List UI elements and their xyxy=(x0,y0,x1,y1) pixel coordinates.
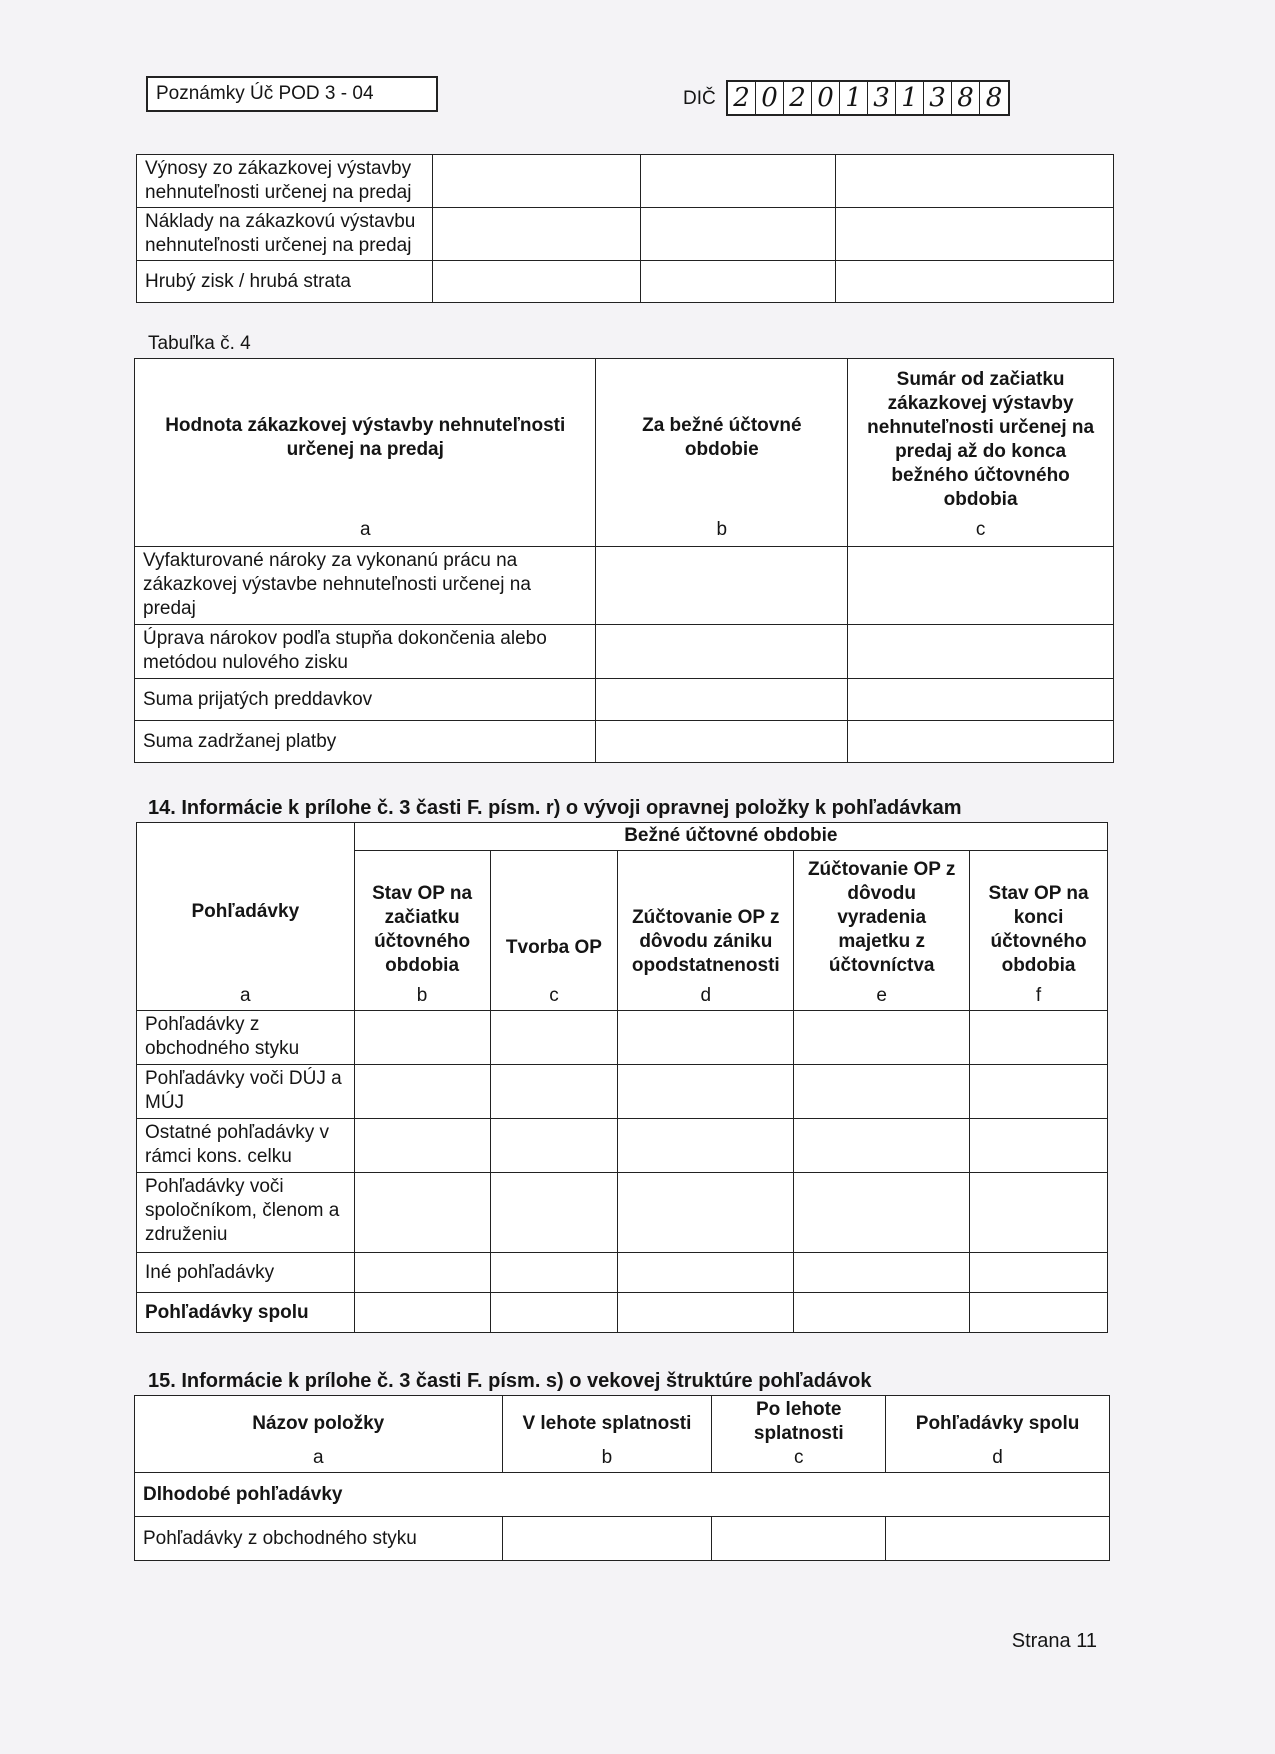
table-row xyxy=(137,1173,1108,1253)
form-label: Poznámky Úč POD 3 - 04 xyxy=(146,76,438,112)
table-header-row xyxy=(137,823,1108,851)
table-row xyxy=(137,208,1114,261)
dic-digit: 1 xyxy=(896,82,924,114)
value-cell[interactable] xyxy=(794,1065,970,1119)
row-label: Hrubý zisk / hrubá strata xyxy=(137,261,433,303)
column-header: Pohľadávky spolu d xyxy=(886,1396,1110,1473)
value-cell[interactable] xyxy=(490,1065,618,1119)
value-cell[interactable] xyxy=(432,208,640,261)
column-header: Stav OP na konci účtovného obdobia f xyxy=(970,851,1108,1011)
value-cell[interactable] xyxy=(354,1253,490,1293)
dic-digit: 1 xyxy=(840,82,868,114)
table-header-row xyxy=(135,1396,1110,1473)
dic-digit: 3 xyxy=(924,82,952,114)
dic-digit: 0 xyxy=(756,82,784,114)
column-header: Stav OP na začiatku účtovného obdobia b xyxy=(354,851,490,1011)
value-cell[interactable] xyxy=(848,679,1114,721)
value-cell[interactable] xyxy=(836,261,1114,303)
value-cell[interactable] xyxy=(354,1293,490,1333)
value-cell[interactable] xyxy=(794,1119,970,1173)
value-cell[interactable] xyxy=(618,1253,794,1293)
row-label: Výnosy zo zákazkovej výstavby nehnuteľnosti určenej na predaj xyxy=(137,155,433,208)
value-cell[interactable] xyxy=(848,625,1114,679)
row-label: Suma zadržanej platby xyxy=(135,721,596,763)
section-14-title: 14. Informácie k prílohe č. 3 časti F. písm. r) o vývoji opravnej položky k pohľadávkam xyxy=(148,797,962,819)
value-cell[interactable] xyxy=(354,1011,490,1065)
value-cell[interactable] xyxy=(618,1011,794,1065)
value-cell[interactable] xyxy=(354,1173,490,1253)
value-cell[interactable] xyxy=(794,1011,970,1065)
table-4 xyxy=(134,358,1114,763)
value-cell[interactable] xyxy=(712,1517,886,1561)
table-total-row xyxy=(137,1293,1108,1333)
dic-digit: 8 xyxy=(952,82,980,114)
column-header: Názov položky a xyxy=(135,1396,503,1473)
value-cell[interactable] xyxy=(490,1173,618,1253)
table-row xyxy=(135,721,1114,763)
value-cell[interactable] xyxy=(490,1011,618,1065)
dic-digit: 2 xyxy=(728,82,756,114)
value-cell[interactable] xyxy=(640,155,836,208)
value-cell[interactable] xyxy=(596,547,848,625)
page-number: Strana 11 xyxy=(1011,1630,1097,1652)
group-row-label: Dlhodobé pohľadávky xyxy=(135,1473,1110,1517)
table-row xyxy=(137,155,1114,208)
table-14 xyxy=(136,822,1108,1333)
value-cell[interactable] xyxy=(836,155,1114,208)
value-cell[interactable] xyxy=(886,1517,1110,1561)
value-cell[interactable] xyxy=(354,1065,490,1119)
value-cell[interactable] xyxy=(848,547,1114,625)
table-row xyxy=(135,625,1114,679)
group-header: Bežné účtovné obdobie xyxy=(354,823,1107,851)
table-row xyxy=(135,547,1114,625)
value-cell[interactable] xyxy=(848,721,1114,763)
value-cell[interactable] xyxy=(618,1119,794,1173)
dic-digit: 2 xyxy=(784,82,812,114)
table-row xyxy=(135,1517,1110,1561)
dic-digit: 8 xyxy=(985,83,1003,113)
value-cell[interactable] xyxy=(490,1293,618,1333)
table-15 xyxy=(134,1395,1110,1561)
value-cell[interactable] xyxy=(596,721,848,763)
dic-field[interactable] xyxy=(726,80,1010,116)
row-label: Pohľadávky z obchodného styku xyxy=(135,1517,503,1561)
table-row xyxy=(137,261,1114,303)
value-cell[interactable] xyxy=(794,1253,970,1293)
value-cell[interactable] xyxy=(432,261,640,303)
value-cell[interactable] xyxy=(618,1065,794,1119)
value-cell[interactable] xyxy=(618,1293,794,1333)
value-cell[interactable] xyxy=(502,1517,712,1561)
row-label: Iné pohľadávky xyxy=(137,1253,355,1293)
value-cell[interactable] xyxy=(596,625,848,679)
row-label: Úprava nárokov podľa stupňa dokončenia alebo metódou nulového zisku xyxy=(135,625,596,679)
column-header: Pohľadávky a xyxy=(137,823,355,1011)
value-cell[interactable] xyxy=(970,1173,1108,1253)
section-15-title: 15. Informácie k prílohe č. 3 časti F. písm. s) o vekovej štruktúre pohľadávok xyxy=(148,1370,872,1392)
value-cell[interactable] xyxy=(618,1173,794,1253)
value-cell[interactable] xyxy=(432,155,640,208)
table-row xyxy=(135,679,1114,721)
column-header: Zúčtovanie OP z dôvodu zániku opodstatnenosti d xyxy=(618,851,794,1011)
table-row xyxy=(137,1065,1108,1119)
row-label: Ostatné pohľadávky v rámci kons. celku xyxy=(137,1119,355,1173)
column-header: Tvorba OP c xyxy=(490,851,618,1011)
column-header: Za bežné účtovné obdobie b xyxy=(596,359,848,547)
row-label: Pohľadávky z obchodného styku xyxy=(137,1011,355,1065)
column-header: Zúčtovanie OP z dôvodu vyradenia majetku z účtovníctva e xyxy=(794,851,970,1011)
row-label: Pohľadávky voči spoločníkom, členom a združeniu xyxy=(137,1173,355,1253)
value-cell[interactable] xyxy=(970,1253,1108,1293)
value-cell[interactable] xyxy=(596,679,848,721)
column-header: V lehote splatnosti b xyxy=(502,1396,712,1473)
table-header-row xyxy=(135,359,1114,547)
value-cell[interactable] xyxy=(836,208,1114,261)
value-cell[interactable] xyxy=(970,1293,1108,1333)
dic-digit: 3 xyxy=(868,82,896,114)
row-label: Suma prijatých preddavkov xyxy=(135,679,596,721)
value-cell[interactable] xyxy=(490,1119,618,1173)
row-label: Pohľadávky voči DÚJ a MÚJ xyxy=(137,1065,355,1119)
column-header: Sumár od začiatku zákazkovej výstavby nehnuteľnosti určenej na predaj až do konca bežného účtovného obdobia c xyxy=(848,359,1114,547)
dic-digit: 0 xyxy=(812,82,840,114)
row-label: Vyfakturované nároky za vykonanú prácu na zákazkovej výstavbe nehnuteľnosti určenej na predaj xyxy=(135,547,596,625)
column-header: Po lehote splatnosti c xyxy=(712,1396,886,1473)
total-row-label: Pohľadávky spolu xyxy=(137,1293,355,1333)
table-row xyxy=(137,1011,1108,1065)
dic-label: DIČ xyxy=(683,88,716,109)
row-label: Náklady na zákazkovú výstavbu nehnuteľnosti určenej na predaj xyxy=(137,208,433,261)
value-cell[interactable] xyxy=(490,1253,618,1293)
value-cell[interactable] xyxy=(794,1173,970,1253)
value-cell[interactable] xyxy=(970,1119,1108,1173)
table-row xyxy=(137,1253,1108,1293)
value-cell[interactable] xyxy=(794,1293,970,1333)
value-cell[interactable] xyxy=(970,1011,1108,1065)
table-3 xyxy=(136,154,1114,303)
value-cell[interactable] xyxy=(640,261,836,303)
value-cell[interactable] xyxy=(354,1119,490,1173)
column-header: Hodnota zákazkovej výstavby nehnuteľnosti určenej na predaj a xyxy=(135,359,596,547)
table-group-row xyxy=(135,1473,1110,1517)
table-4-caption: Tabuľka č. 4 xyxy=(148,333,251,354)
value-cell[interactable] xyxy=(970,1065,1108,1119)
value-cell[interactable] xyxy=(640,208,836,261)
table-row xyxy=(137,1119,1108,1173)
